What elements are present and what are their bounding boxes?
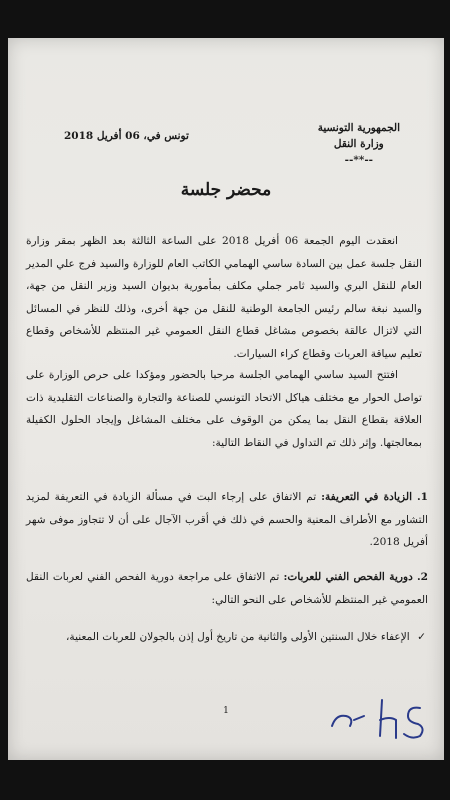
republic-name: الجمهورية التونسية <box>317 122 400 134</box>
document-page <box>8 38 444 760</box>
page-number: 1 <box>223 706 229 716</box>
item-number: 2. <box>416 571 429 583</box>
item-number: 1. <box>416 491 429 503</box>
item-title: الزيادة في التعريفة: <box>321 491 413 503</box>
header-separator: --**-- <box>344 154 374 166</box>
item-text: تم الاتفاق على إرجاء البت في مسألة الزيادة في التعريفة لمزيد التشاور مع الأطراف المعنية والحسم في ذلك في أقرب الآجال على أن لا تتجاوز موفى شهر أفريل 2018. <box>26 491 428 548</box>
bullet-item <box>26 626 426 649</box>
item-title: دورية الفحص الفني للعربات: <box>283 571 413 583</box>
paragraph-opening: انعقدت اليوم الجمعة 06 أفريل 2018 على الساعة الثالثة بعد الظهر بمقر وزارة النقل جلسة عمل بين السادة ساسي الهمامي الكاتب العام للوزارة والسيد فرج علي المدير العام للنقل البري والسيد ثامر جملي مكلف بمأمورية بديوان السيد وزير النقل من جهة، والسيد نبغة سالم رئيس الجامعة الوطنية للنقل من جهة أخرى، وذلك للنظر في المسائل التي لاتزال عالقة بخصوص مشاغل قطاع النقل العمومي غير المنتظم للأشخاص وقطاع تعليم سياقة العربات وقطاع كراء السيارات. <box>26 235 422 360</box>
document-date: تونس في، 06 أفريل 2018 <box>64 130 189 142</box>
bullet-text: الإعفاء خلال السنتين الأولى والثانية من تاريخ أول إذن بالجولان للعربات المعنية، <box>65 631 410 643</box>
document-title: محضر جلسة <box>180 180 272 200</box>
letterhead <box>318 120 400 168</box>
checkmark-icon: ✓ <box>417 631 426 643</box>
handwritten-signature <box>324 686 434 746</box>
list-item-technical-inspection <box>26 566 428 611</box>
paragraph-discussion: افتتح السيد ساسي الهمامي الجلسة مرحبا بالحضور ومؤكدا على حرص الوزارة على تواصل الحوار مع مختلف هياكل الاتحاد التونسي للصناعة والتجارة والصناعات التقليدية ذات العلاقة بقطاع النقل بما يمكن من الوقوف على مختلف المشاغل وإيجاد الحلول الكفيلة بمعالجتها. وإثر ذلك تم التداول في النقاط التالية: <box>26 369 422 449</box>
item-text: تم الاتفاق على مراجعة دورية الفحص الفني لعربات النقل العمومي غير المنتظم للأشخاص على النحو التالي: <box>26 571 428 606</box>
list-item-fare-increase <box>26 486 428 554</box>
ministry-name: وزارة النقل <box>333 138 384 150</box>
